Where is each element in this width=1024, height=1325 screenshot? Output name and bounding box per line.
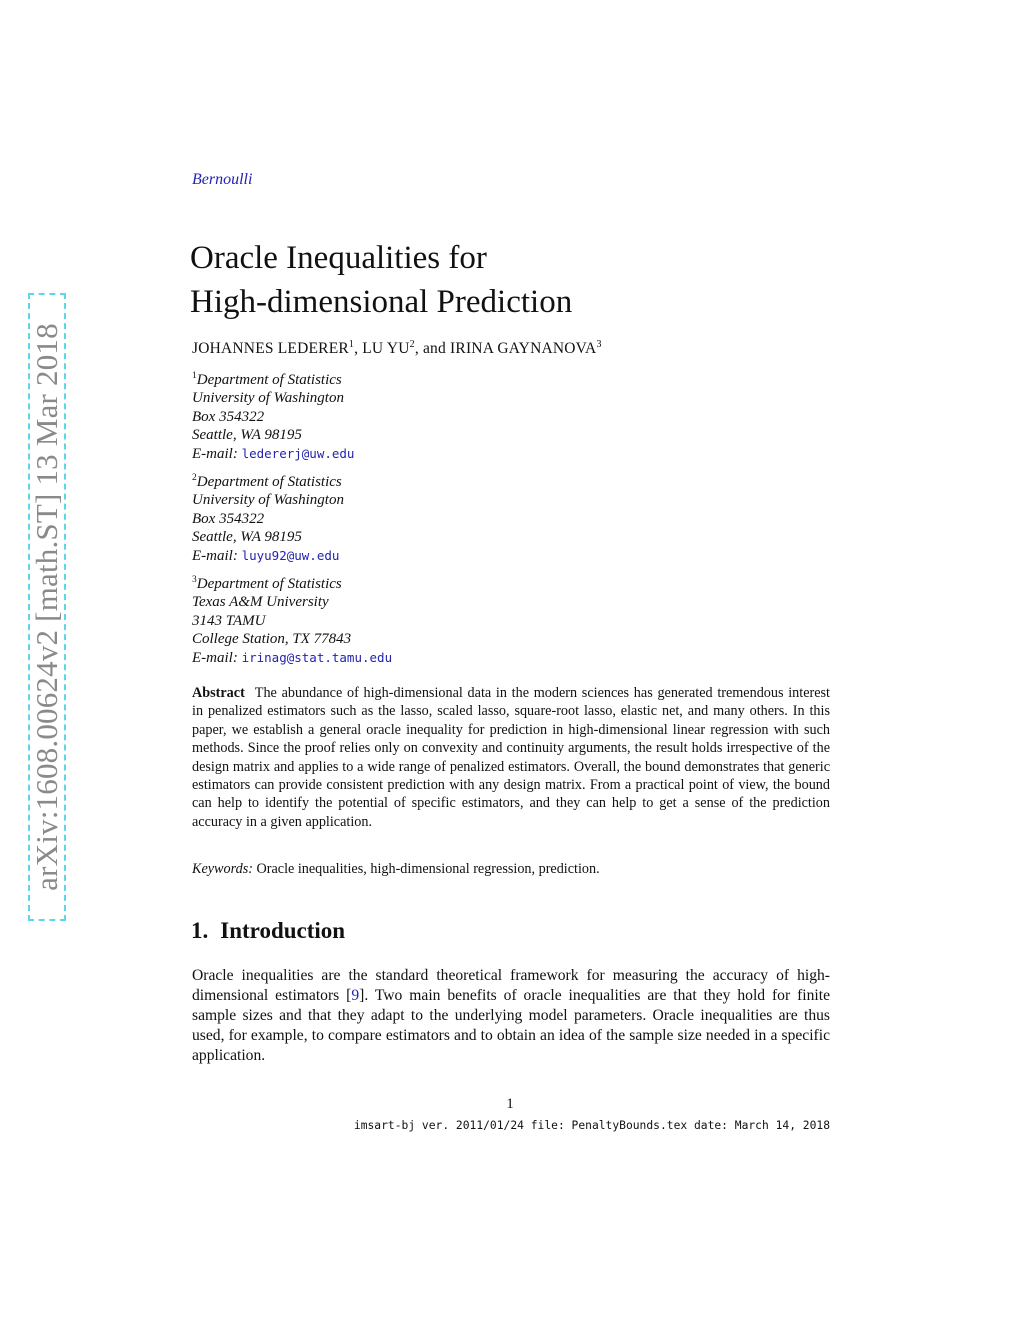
affiliation-line: Department of Statistics xyxy=(196,576,342,592)
author-list xyxy=(192,339,602,358)
affiliation-line: Department of Statistics xyxy=(196,372,342,388)
author-separator: , xyxy=(354,340,363,358)
affiliation-1 xyxy=(192,367,354,463)
paper-title xyxy=(190,236,572,324)
intro-paragraph xyxy=(192,966,830,1066)
section-heading xyxy=(191,918,345,944)
author-mark: 2 xyxy=(409,339,415,350)
affiliation-line: 3143 TAMU xyxy=(192,612,266,629)
affiliation-line: Department of Statistics xyxy=(196,474,342,490)
author-separator: , and xyxy=(414,340,451,358)
email-link[interactable]: ledererj@uw.edu xyxy=(241,445,355,461)
arxiv-side-stamp[interactable] xyxy=(28,293,66,921)
affiliation-line: Texas A&M University xyxy=(192,594,329,611)
author-name: IRINA GAYNANOVA xyxy=(450,340,597,358)
abstract-label: Abstract xyxy=(192,685,245,701)
affiliation-line: Seattle, WA 98195 xyxy=(192,427,302,444)
arxiv-stamp-text: arXiv:1608.00624v2 [math.ST] 13 Mar 2018 xyxy=(29,323,64,891)
citation-link[interactable]: 9 xyxy=(351,987,360,1004)
affiliation-2 xyxy=(192,469,344,565)
affiliation-line: University of Washington xyxy=(192,390,344,407)
email-label: E-mail: xyxy=(192,547,238,564)
title-line-1: Oracle Inequalities for xyxy=(190,240,487,276)
keywords-text: Oracle inequalities, high-dimensional regression, prediction. xyxy=(256,861,600,877)
footer-metadata: imsart-bj ver. 2011/01/24 file: PenaltyBounds.tex date: March 14, 2018 xyxy=(353,1119,830,1132)
affiliation-line: Box 354322 xyxy=(192,408,265,425)
affiliation-line: Seattle, WA 98195 xyxy=(192,529,302,546)
author-mark: 1 xyxy=(348,339,355,350)
section-title: Introduction xyxy=(220,918,346,943)
author-name: LU YU xyxy=(362,340,410,358)
abstract-text: The abundance of high-dimensional data in the modern sciences has generated tremendous interest in penalized estimators such as the lasso, scaled lasso, square-root lasso, elastic net, and many others. In this paper, we establish a general oracle inequality for prediction in high-dimensional linear regression with such methods. Since the proof relies only on convexity and continuity arguments, the result holds irrespective of the design matrix and applies to a wide range of penalized estimators. Overall, the bound demonstrates that generic estimators can provide consistent prediction with any design matrix. From a practical point of view, the bound can help to identify the potential of specific estimators, and they can help to get a sense of the prediction accuracy in a given application. xyxy=(192,685,830,830)
journal-name[interactable]: Bernoulli xyxy=(192,171,253,188)
section-number: 1. xyxy=(191,918,209,943)
author-mark: 3 xyxy=(596,339,602,350)
affiliation-line: College Station, TX 77843 xyxy=(192,631,352,648)
keywords xyxy=(192,861,600,878)
affiliation-mark: 2 xyxy=(192,473,197,483)
email-link[interactable]: luyu92@uw.edu xyxy=(241,547,340,563)
page-number: 1 xyxy=(506,1096,514,1112)
abstract xyxy=(192,684,830,831)
affiliation-3 xyxy=(192,571,392,667)
title-line-2: High-dimensional Prediction xyxy=(190,284,573,320)
affiliation-line: Box 354322 xyxy=(192,510,265,527)
author-name: JOHANNES LEDERER xyxy=(192,340,349,358)
affiliation-line: University of Washington xyxy=(192,492,344,509)
intro-text: Oracle inequalities are the standard theoretical framework for measuring the accuracy of high-dimensional estimators [ xyxy=(192,967,830,1004)
email-label: E-mail: xyxy=(192,649,238,666)
intro-text: ]. Two main benefits of oracle inequalities are that they hold for finite sample sizes and that they adapt to the underlying model parameters. Oracle inequalities are thus used, for example, to compare estimators and to obtain an idea of the sample size needed in a specific application. xyxy=(192,987,830,1064)
affiliation-mark: 3 xyxy=(192,575,197,585)
email-link[interactable]: irinag@stat.tamu.edu xyxy=(241,649,393,665)
affiliation-mark: 1 xyxy=(192,371,197,381)
email-label: E-mail: xyxy=(192,445,238,462)
keywords-label: Keywords: xyxy=(192,861,253,877)
